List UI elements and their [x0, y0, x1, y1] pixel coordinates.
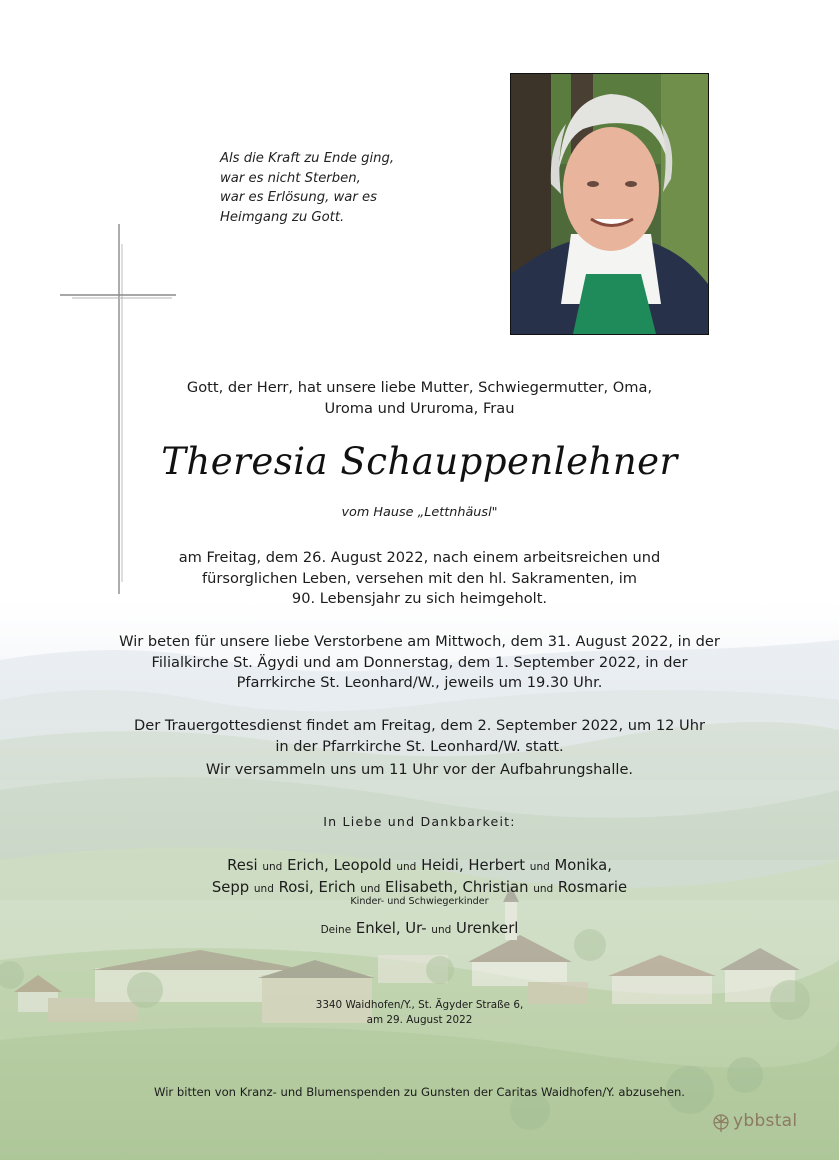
- funeral-line: in der Pfarrkirche St. Leonhard/W. statt.: [275, 737, 564, 755]
- prayer-line: Filialkirche St. Ägydi und am Donnerstag, dem 1. September 2022, in der: [151, 653, 688, 671]
- quote-line: war es Erlösung, war es: [220, 190, 377, 205]
- family-member: Rosi: [278, 878, 310, 896]
- grand-end: Urenkerl: [456, 920, 519, 937]
- family-sep: ,: [607, 857, 612, 874]
- family-conj: und: [360, 882, 381, 895]
- ybbstal-logo: [711, 1111, 811, 1135]
- death-notice: [0, 548, 839, 610]
- intro-line: Uroma und Ururoma, Frau: [324, 400, 515, 417]
- intro-text: [0, 377, 839, 419]
- prayer-notice: [0, 632, 839, 694]
- family-sep: ,: [458, 857, 464, 874]
- family-sep: ,: [453, 878, 458, 896]
- closing-phrase: In Liebe und Dankbarkeit:: [323, 814, 516, 829]
- family-sep: ,: [309, 878, 314, 896]
- family-conj: und: [253, 882, 274, 895]
- family-conj: und: [533, 882, 554, 895]
- funeral-notice: [0, 716, 839, 757]
- memorial-quote: [220, 149, 450, 227]
- quote-line: Heimgang zu Gott.: [220, 209, 345, 225]
- family-member: Resi: [227, 857, 258, 874]
- family-sep: ,: [324, 857, 329, 874]
- funeral-line: Der Trauergottesdienst findet am Freitag, dem 2. September 2022, um 12 Uhr: [134, 717, 705, 734]
- death-notice-line: am Freitag, dem 26. August 2022, nach einem arbeitsreichen und: [178, 549, 661, 566]
- family-member: Erich: [318, 878, 356, 896]
- family-member: Erich: [287, 857, 325, 874]
- quote-line: war es nicht Sterben,: [220, 170, 361, 186]
- house-name: vom Hause „Lettnhäusl": [341, 505, 498, 520]
- family-list: [0, 856, 839, 899]
- dandelion-icon: [711, 1113, 731, 1133]
- intro-line: Gott, der Herr, hat unsere liebe Mutter, Schwiegermutter, Oma,: [186, 379, 653, 396]
- family-member: Rosmarie: [557, 878, 628, 896]
- family-member: Christian: [462, 878, 529, 896]
- family-conj: und: [262, 861, 283, 873]
- portrait-photo: [510, 73, 709, 335]
- grandchildren-line: [0, 920, 839, 937]
- quote-line: Als die Kraft zu Ende ging,: [220, 151, 395, 166]
- family-conj: und: [529, 861, 550, 873]
- grand-main: Enkel, Ur-: [355, 920, 427, 937]
- family-member: Herbert: [468, 857, 526, 874]
- logo-text: ybbstal: [733, 1111, 798, 1131]
- family-member: Heidi: [421, 857, 459, 874]
- prayer-line: Pfarrkirche St. Leonhard/W., jeweils um 19.30 Uhr.: [236, 674, 603, 691]
- address-date: am 29. August 2022: [366, 1014, 473, 1026]
- family-conj: und: [396, 861, 417, 873]
- family-member: Monika: [554, 857, 608, 874]
- death-notice-line: fürsorglichen Leben, versehen mit den hl. Sakramenten, im: [202, 569, 637, 587]
- family-member: Elisabeth: [385, 878, 454, 896]
- deceased-name: Theresia Schauppenlehner: [161, 440, 678, 483]
- death-notice-line: 90. Lebensjahr zu sich heimgeholt.: [291, 590, 548, 607]
- donation-request: Wir bitten von Kranz- und Blumenspenden zu Gunsten der Caritas Waidhofen/Y. abzusehen.: [154, 1085, 685, 1099]
- address-line: 3340 Waidhofen/Y., St. Ägyder Straße 6,: [315, 999, 524, 1011]
- family-member: Leopold: [333, 857, 392, 874]
- grand-prefix: Deine: [320, 924, 352, 936]
- children-caption: Kinder- und Schwiegerkinder: [350, 896, 489, 907]
- gathering-notice: Wir versammeln uns um 11 Uhr vor der Aufbahrungshalle.: [205, 761, 634, 778]
- prayer-line: Wir beten für unsere liebe Verstorbene am Mittwoch, dem 31. August 2022, in der: [119, 633, 720, 650]
- family-member: Sepp: [211, 878, 250, 896]
- family-row: [0, 856, 839, 878]
- address-block: [0, 998, 839, 1028]
- grand-conj: und: [431, 924, 452, 936]
